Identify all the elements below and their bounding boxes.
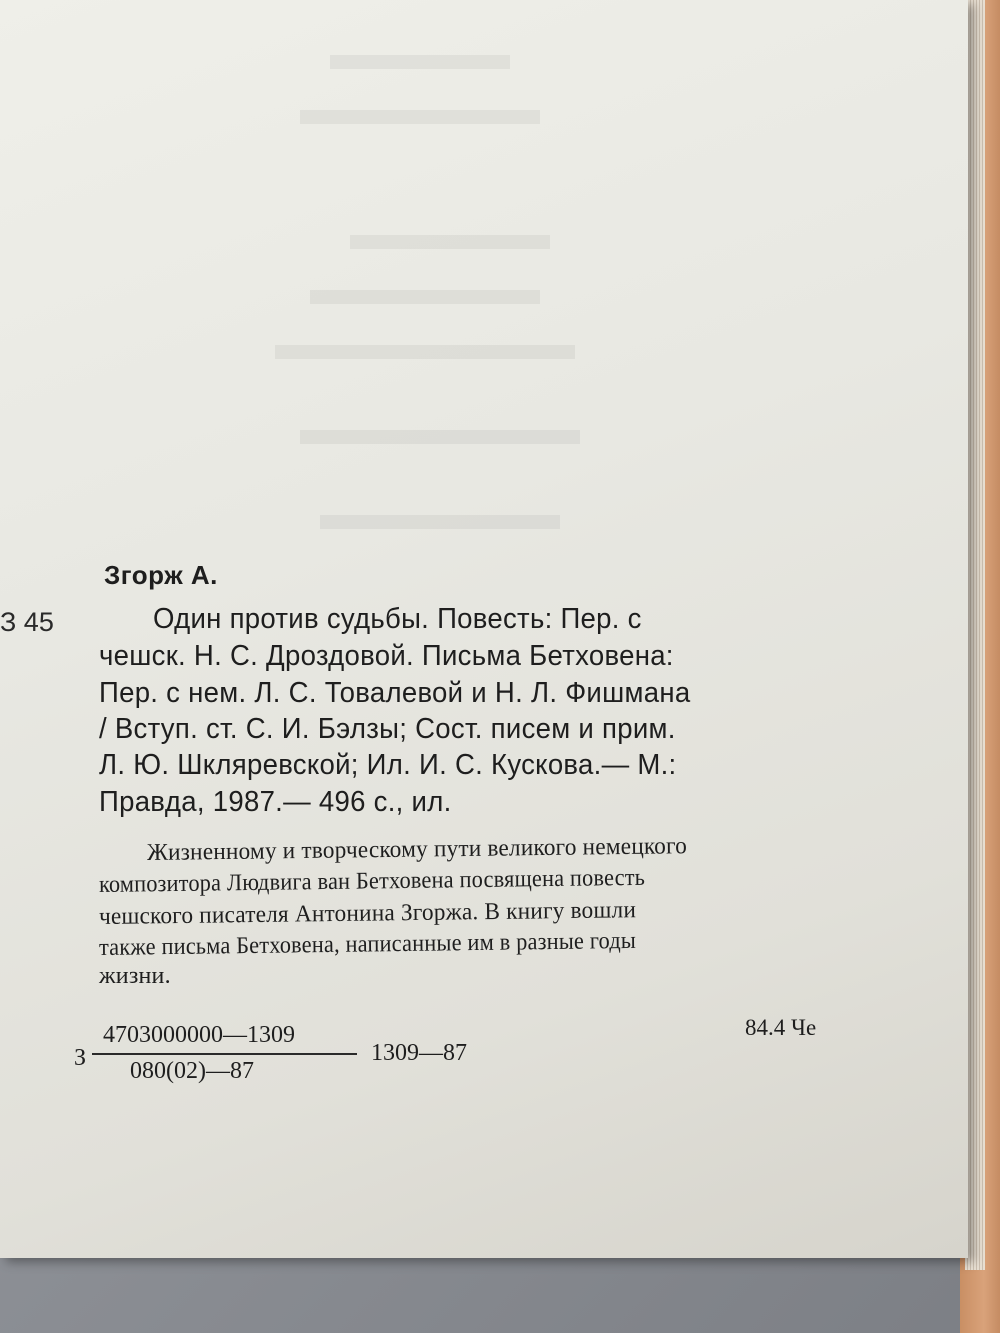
description-line: Л. Ю. Шкляревской; Ил. И. С. Кускова.— М.: <box>99 749 677 781</box>
description-line: Пер. с нем. Л. С. Товалевой и Н. Л. Фишмана <box>99 677 691 709</box>
annotation-line: Жизненному и творческому пути великого немецкого <box>146 833 688 866</box>
page-stack-edge <box>965 0 985 1270</box>
bleed-through-mark <box>300 430 580 444</box>
description-line: чешск. Н. С. Дроздовой. Письма Бетховена: <box>99 640 674 672</box>
code-denominator: 080(02)—87 <box>130 1058 254 1084</box>
description-line: Правда, 1987.— 496 с., ил. <box>99 786 452 818</box>
bleed-through-mark <box>320 515 560 529</box>
annotation-line: жизни. <box>99 963 171 989</box>
bleed-through-mark <box>350 235 550 249</box>
bleed-through-mark <box>275 345 575 359</box>
description-line: Один против судьбы. Повесть: Пер. с <box>153 603 642 635</box>
description-line: / Вступ. ст. С. И. Бэлзы; Сост. писем и прим. <box>99 713 676 745</box>
code-numerator: 4703000000—1309 <box>103 1022 295 1048</box>
fraction-rule <box>92 1053 357 1055</box>
annotation-line: чешского писателя Антонина Згоржа. В книгу вошли <box>98 897 637 930</box>
author-heading: Згорж А. <box>104 560 218 590</box>
bleed-through-mark <box>300 110 540 124</box>
bleed-through-mark <box>330 55 510 69</box>
annotation-line: также письма Бетховена, написанные им в разные годы <box>98 927 637 961</box>
bleed-through-mark <box>310 290 540 304</box>
code-right: 1309—87 <box>371 1040 467 1066</box>
code-prefix: З <box>74 1045 87 1071</box>
classification-code: 84.4 Че <box>745 1015 817 1040</box>
annotation-line: композитора Людвига ван Бетховена посвящена повесть <box>98 864 646 898</box>
call-number: З 45 <box>0 607 54 637</box>
